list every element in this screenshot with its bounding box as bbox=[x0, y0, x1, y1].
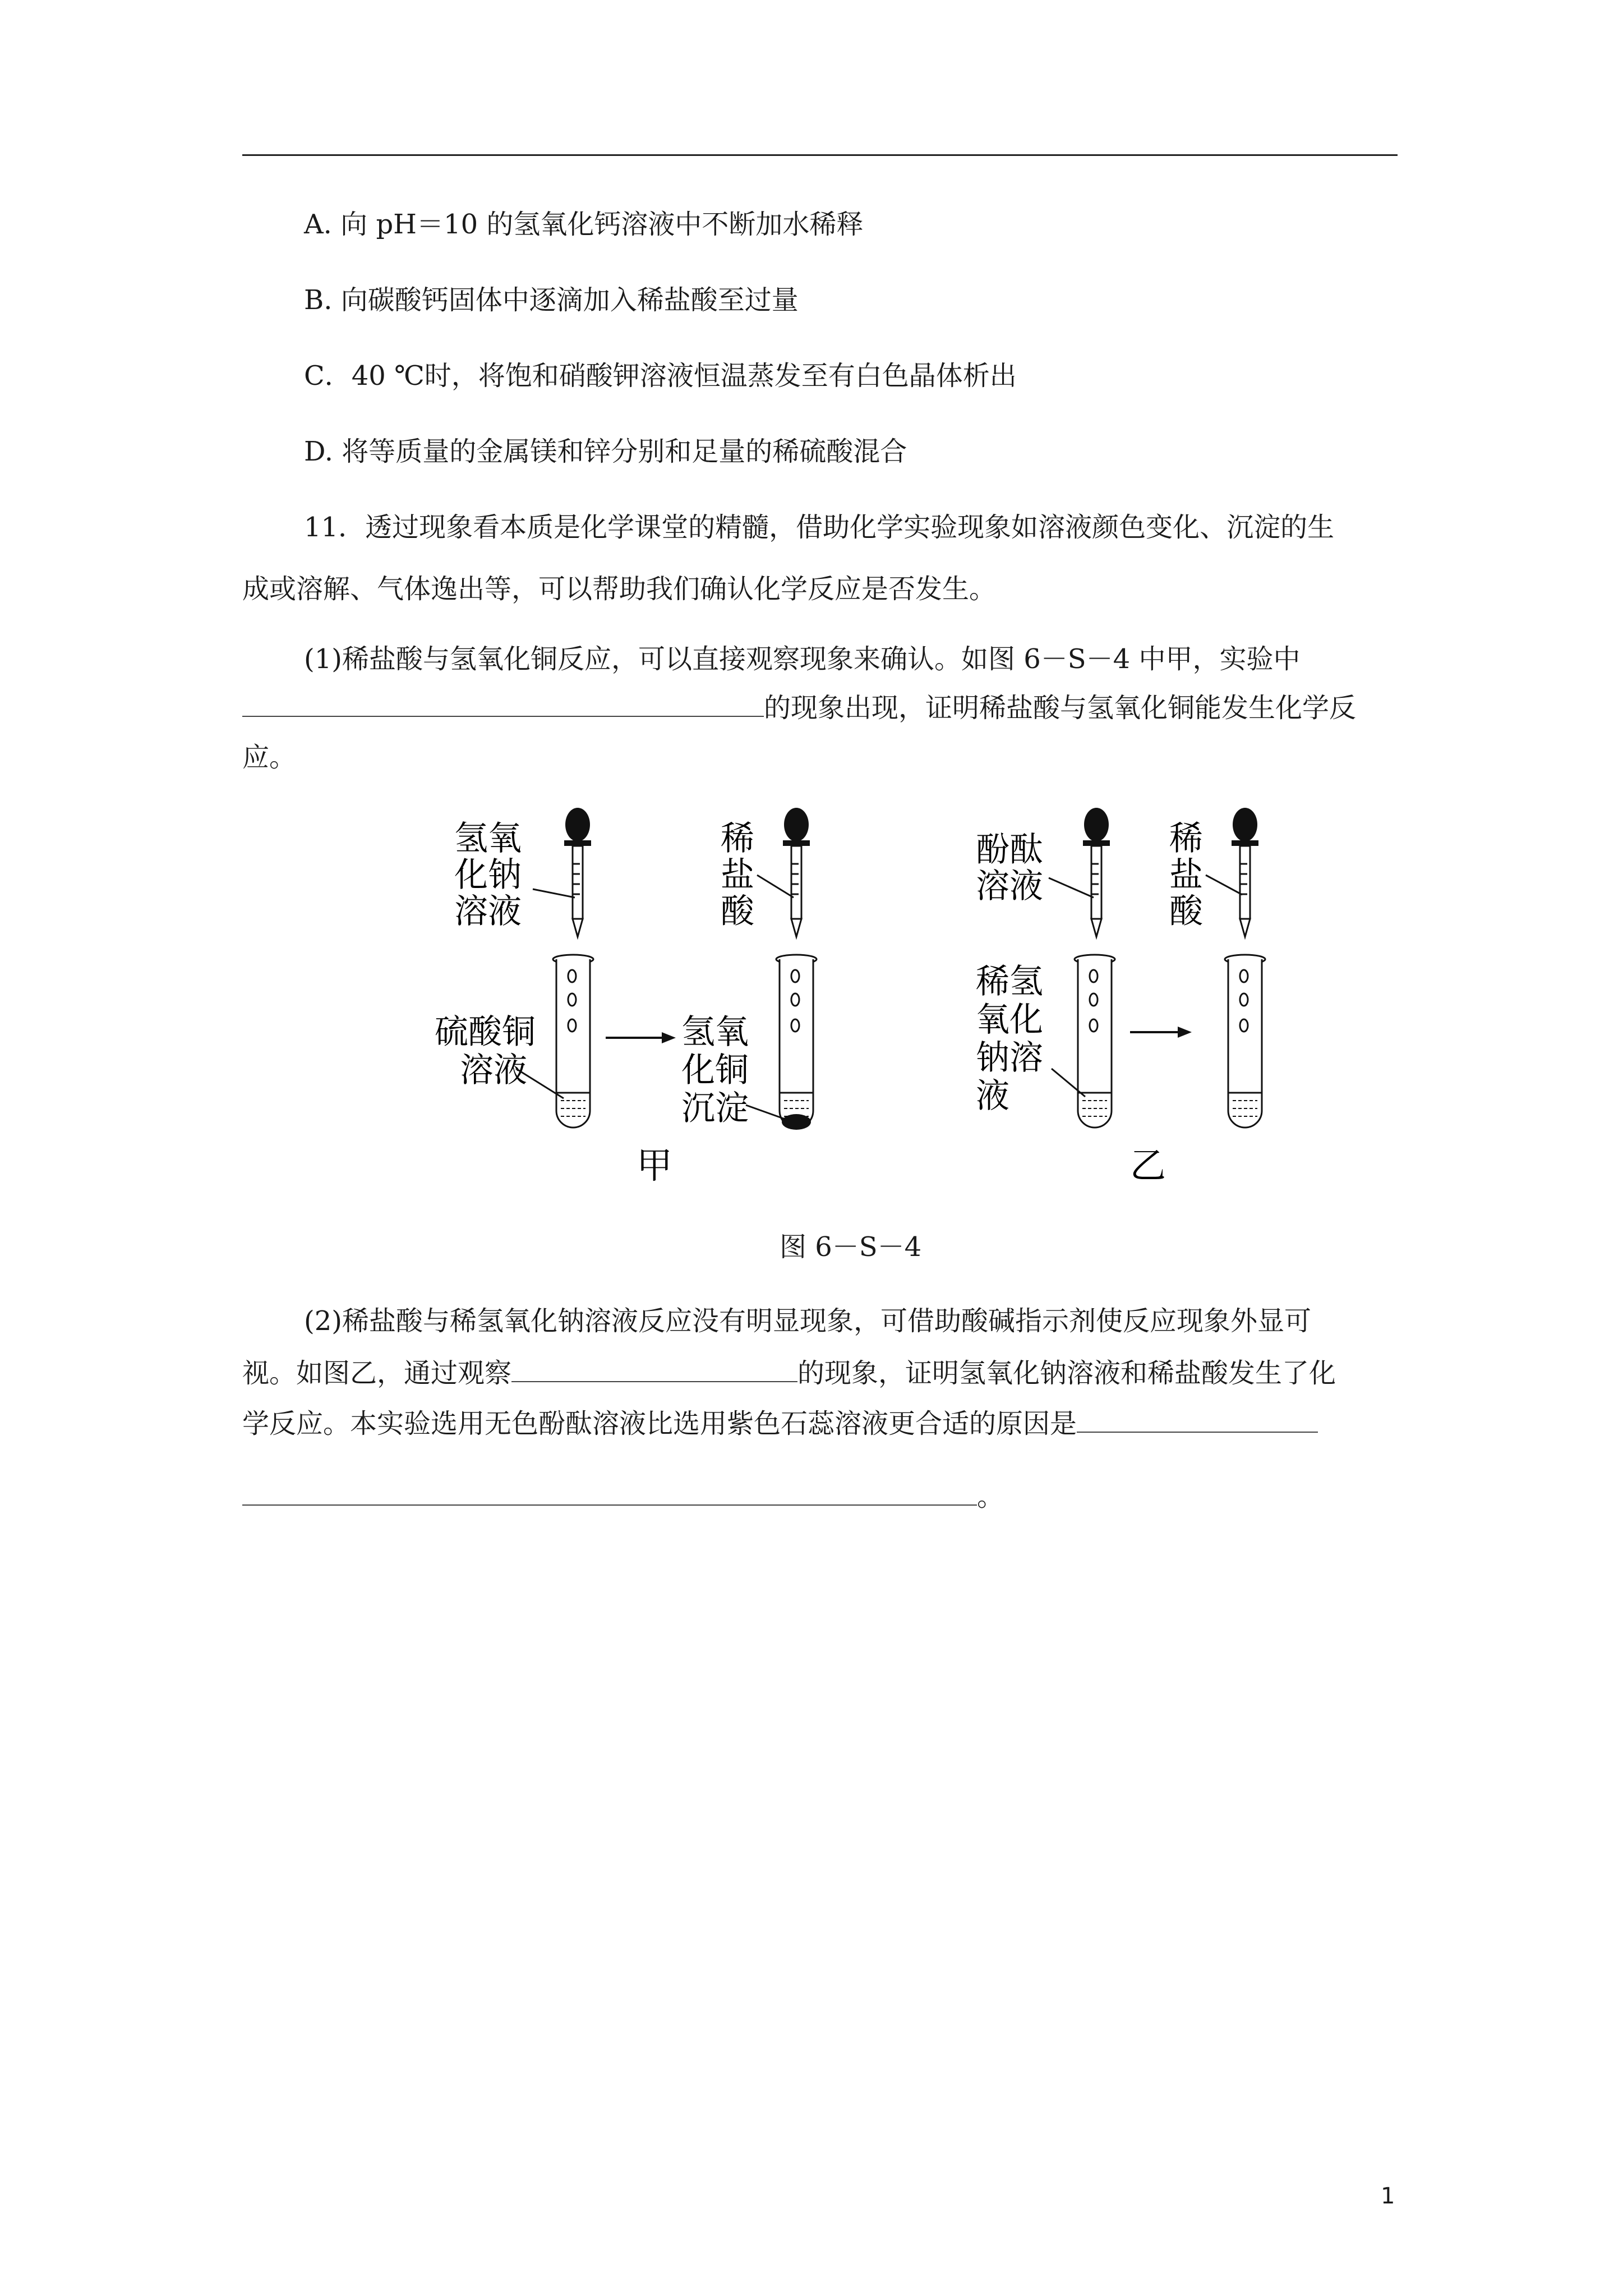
label-phenol-1: 酚酞 bbox=[976, 830, 1043, 869]
q11-part1-line3: 应。 bbox=[242, 742, 297, 773]
header-rule bbox=[242, 154, 1398, 156]
leader-hcl-jia bbox=[757, 875, 794, 898]
part2-line2-text-a: 视。如图乙，通过观察 bbox=[242, 1358, 512, 1389]
label-cuso4-1: 硫酸铜 bbox=[435, 1013, 536, 1052]
dropper-naoh-jia bbox=[564, 808, 591, 937]
part2-line2-text-b: 的现象，证明氢氧化钠溶液和稀盐酸发生了化 bbox=[797, 1358, 1336, 1389]
leader-phenol bbox=[1049, 878, 1094, 898]
dropper-phenolphthalein bbox=[1083, 808, 1110, 937]
label-naoh-jia-3: 溶液 bbox=[454, 892, 522, 931]
leader-naoh-jia bbox=[533, 889, 575, 898]
answer-blank-2[interactable] bbox=[511, 1359, 797, 1382]
page-number: 1 bbox=[1381, 2183, 1395, 2209]
q11-stem-line1: 11．透过现象看本质是化学课堂的精髓，借助化学实验现象如溶液颜色变化、沉淀的生 bbox=[304, 512, 1335, 543]
label-hcl-yi-1: 稀 bbox=[1169, 819, 1203, 858]
label-cuoh2-1: 氢氧 bbox=[681, 1013, 749, 1052]
q11-part2-line3 bbox=[242, 1407, 1318, 1441]
label-hcl-jia-3: 酸 bbox=[721, 892, 754, 931]
q11-part2-line4 bbox=[242, 1480, 1004, 1513]
label-cuoh2-2: 化铜 bbox=[681, 1051, 749, 1090]
experiment-diagram bbox=[415, 808, 1312, 1200]
part1-line2-text: 的现象出现，证明稀盐酸与氢氧化铜能发生化学反 bbox=[764, 692, 1357, 724]
option-d: D. 将等质量的金属镁和锌分别和足量的稀硫酸混合 bbox=[304, 436, 907, 467]
q11-stem-line2: 成或溶解、气体逸出等，可以帮助我们确认化学反应是否发生。 bbox=[242, 573, 997, 605]
part2-line3-text: 学反应。本实验选用无色酚酞溶液比选用紫色石蕊溶液更合适的原因是 bbox=[242, 1408, 1077, 1439]
arrow-head-yi bbox=[1178, 1027, 1192, 1038]
answer-blank-3a[interactable] bbox=[1077, 1409, 1318, 1433]
label-naoh-jia-2: 化钠 bbox=[454, 855, 522, 895]
q11-part2-line2 bbox=[242, 1356, 1336, 1390]
label-phenol-2: 溶液 bbox=[976, 867, 1043, 906]
part2-line4-end: 。 bbox=[977, 1481, 1004, 1512]
dropper-hcl-yi bbox=[1232, 808, 1258, 937]
label-dilute-naoh-4: 液 bbox=[976, 1076, 1009, 1116]
dropper-hcl-jia bbox=[783, 808, 810, 937]
q11-part1-line2 bbox=[242, 691, 1356, 725]
arrow-head-jia bbox=[662, 1032, 676, 1043]
panel-label-jia: 甲 bbox=[637, 1145, 672, 1187]
q11-part2-line1: (2)稀盐酸与稀氢氧化钠溶液反应没有明显现象，可借助酸碱指示剂使反应现象外显可 bbox=[304, 1305, 1311, 1337]
answer-blank-3b[interactable] bbox=[242, 1482, 977, 1506]
label-dilute-naoh-2: 氧化 bbox=[976, 1000, 1043, 1039]
option-b: B. 向碳酸钙固体中逐滴加入稀盐酸至过量 bbox=[304, 284, 799, 316]
label-hcl-jia-2: 盐 bbox=[721, 855, 754, 895]
tube-cuoh2 bbox=[776, 955, 817, 1128]
label-naoh-jia-1: 氢氧 bbox=[454, 819, 522, 858]
panel-label-yi: 乙 bbox=[1130, 1145, 1166, 1187]
label-hcl-yi-2: 盐 bbox=[1169, 855, 1203, 895]
label-cuso4-2: 溶液 bbox=[460, 1051, 527, 1090]
experiment-figure bbox=[415, 808, 1312, 1200]
answer-blank-1[interactable] bbox=[242, 693, 764, 717]
option-a: A. 向 pH＝10 的氢氧化钙溶液中不断加水稀释 bbox=[304, 209, 864, 240]
label-cuoh2-3: 沉淀 bbox=[681, 1089, 749, 1128]
label-dilute-naoh-3: 钠溶 bbox=[976, 1038, 1043, 1078]
tube-naoh-yi bbox=[1075, 955, 1115, 1128]
figure-caption: 图 6－S－4 bbox=[780, 1231, 922, 1263]
tube-yi-result bbox=[1225, 955, 1265, 1128]
precipitate-cuoh2 bbox=[782, 1114, 811, 1130]
tube-cuso4 bbox=[553, 955, 593, 1128]
q11-part1-line1: (1)稀盐酸与氢氧化铜反应，可以直接观察现象来确认。如图 6－S－4 中甲，实验中 bbox=[304, 643, 1301, 675]
label-hcl-jia-1: 稀 bbox=[721, 819, 754, 858]
option-c: C．40 ℃时，将饱和硝酸钾溶液恒温蒸发至有白色晶体析出 bbox=[304, 360, 1017, 392]
label-dilute-naoh-1: 稀氢 bbox=[976, 962, 1043, 1001]
label-hcl-yi-3: 酸 bbox=[1169, 892, 1203, 931]
leader-hcl-yi bbox=[1206, 875, 1242, 895]
